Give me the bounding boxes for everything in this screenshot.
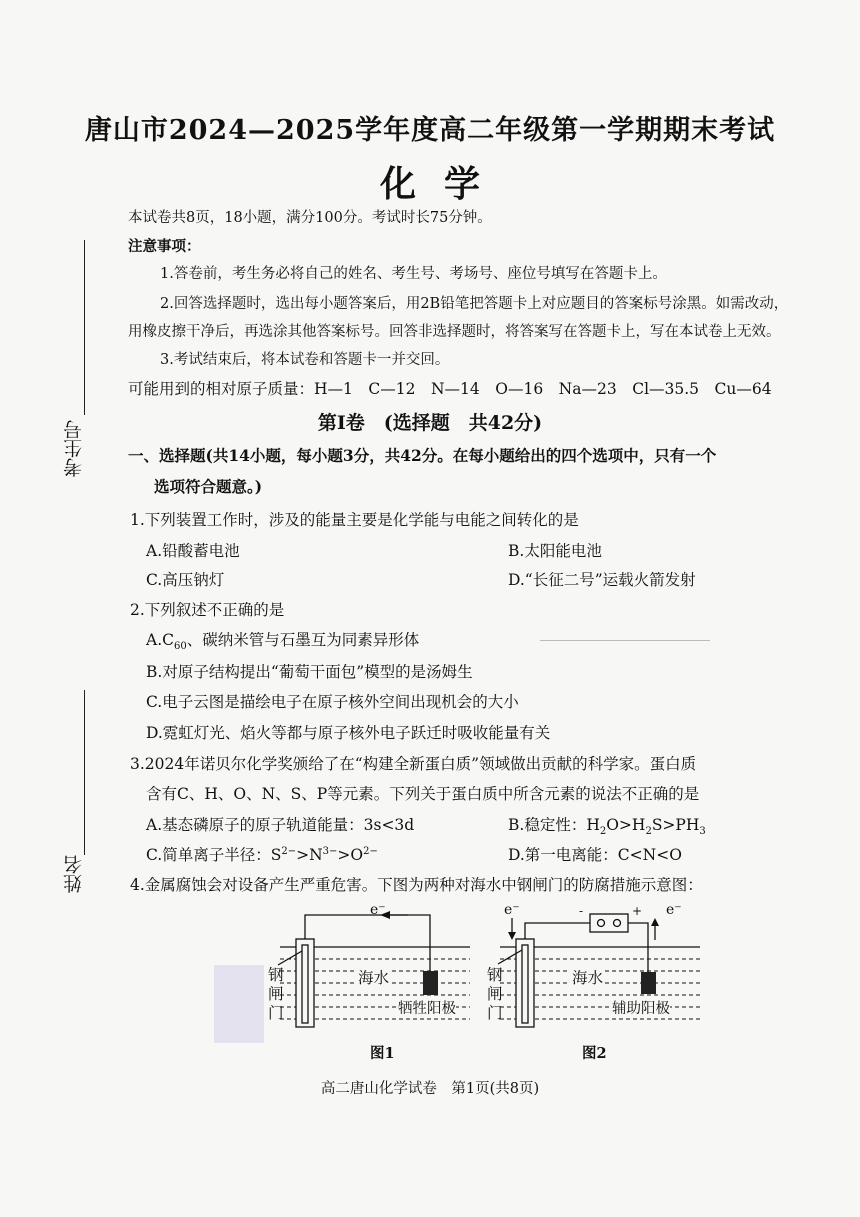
q3-stem-1: 3.2024年诺贝尔化学奖颁给了在“构建全新蛋白质”领域做出贡献的科学家。蛋白质 <box>130 755 697 773</box>
q3-b-mid2: S>PH <box>651 816 700 834</box>
fig1-electron: e⁻ <box>370 902 386 918</box>
section-instruction-1: 一、选择题(共14小题，每小题3分，共42分。在每小题给出的四个选项中，只有一个 <box>128 446 717 465</box>
q1-stem: 1.下列装置工作时，涉及的能量主要是化学能与电能之间转化的是 <box>130 511 579 529</box>
fig2-gate-2: 闸 <box>487 985 503 1003</box>
q3-option-c <box>146 843 378 865</box>
atomic-masses: 可能用到的相对原子质量：H—1 C—12 N—14 O—16 Na—23 Cl—35.5 Cu—64 <box>128 380 772 398</box>
q3-c-mid1: >N <box>296 846 323 864</box>
section-instruction-2: 选项符合题意。) <box>154 477 263 496</box>
q2-option-b: B.对原子结构提出“葡萄干面包”模型的是汤姆生 <box>146 663 473 681</box>
name-label: 姓名 <box>63 855 85 893</box>
exam-number-line <box>84 240 85 415</box>
fig1-anode: 牺牲阳极 <box>398 997 456 1018</box>
fig2-minus: - <box>579 904 584 918</box>
q3-b-prefix: B.稳定性：H <box>508 816 600 834</box>
subject-title: 化学 <box>379 163 508 205</box>
q3-b-sub2: 2 <box>645 826 652 838</box>
fig2-electron-right: e⁻ <box>666 902 682 918</box>
fig2-water: 海水 <box>570 966 605 988</box>
q2-stem: 2.下列叙述不正确的是 <box>130 601 285 619</box>
q2-option-d: D.霓虹灯光、焰火等都与原子核外电子跃迁时吸收能量有关 <box>146 724 551 742</box>
notice-heading: 注意事项： <box>128 238 201 255</box>
q2-a-sub: 60 <box>173 641 187 653</box>
q1-option-c: C.高压钠灯 <box>146 571 225 589</box>
part1-heading: 第Ⅰ卷 (选择题 共42分) <box>317 412 543 434</box>
q3-stem-2: 含有C、H、O、N、S、P等元素。下列关于蛋白质中所含元素的说法不正确的是 <box>146 785 700 803</box>
fig2-electron-left: e⁻ <box>504 902 520 918</box>
q3-c-sup3: 2− <box>363 845 378 857</box>
faint-rule <box>540 640 710 641</box>
exam-intro: 本试卷共8页，18小题，满分100分。考试时长75分钟。 <box>128 210 492 226</box>
q2-option-a <box>146 628 419 652</box>
q3-b-sub3: 3 <box>699 826 706 838</box>
q3-c-sup1: 2− <box>281 845 297 857</box>
q3-option-b <box>508 813 706 837</box>
notice-item-2b: 用橡皮擦干净后，再选涂其他答案标号。回答非选择题时，将答案写在答题卡上，写在本试卷上无效。 <box>128 324 781 340</box>
fig1-water: 海水 <box>356 966 391 988</box>
fig2-caption: 图2 <box>582 1045 607 1062</box>
q3-c-sup2: 3− <box>322 845 338 857</box>
fig2-anode: 辅助阳极 <box>612 997 670 1018</box>
q3-option-a: A.基态磷原子的原子轨道能量：3s<3d <box>146 816 415 834</box>
notice-item-3: 3.考试结束后，将本试卷和答题卡一并交回。 <box>160 352 450 368</box>
scan-smudge <box>214 965 264 1043</box>
fig1-gate-2: 闸 <box>268 985 284 1003</box>
fig2-gate-3: 门 <box>487 1004 503 1022</box>
name-line <box>84 690 85 855</box>
notice-item-2a: 2.回答选择题时，选出每小题答案后，用2B铅笔把答题卡上对应题目的答案标号涂黑。如需改动， <box>160 296 789 312</box>
q3-b-sub1: 2 <box>599 826 607 838</box>
q3-b-mid1: O>H <box>606 816 646 834</box>
fig1-caption: 图1 <box>370 1045 395 1062</box>
q3-c-mid2: >O <box>337 846 364 864</box>
exam-number-label: 考生号 <box>63 420 85 477</box>
fig1-gate-1: 钢 <box>268 966 284 984</box>
page-footer: 高二唐山化学试卷 第1页(共8页) <box>320 1081 540 1097</box>
fig2-plus: + <box>632 904 643 918</box>
q2-a-rest: 、碳纳米管与石墨互为同素异形体 <box>186 631 420 649</box>
q4-stem: 4.金属腐蚀会对设备产生严重危害。下图为两种对海水中钢闸门的防腐措施示意图： <box>130 876 703 894</box>
q1-option-b: B.太阳能电池 <box>508 542 602 560</box>
q3-c-prefix: C.简单离子半径：S <box>146 846 282 864</box>
exam-title: 唐山市2024—2025学年度高二年级第一学期期末考试 <box>84 115 776 146</box>
q1-option-a: A.铅酸蓄电池 <box>146 542 240 560</box>
q2-a-prefix: A.C <box>146 631 174 649</box>
q2-option-c: C.电子云图是描绘电子在原子核外空间出现机会的大小 <box>146 693 519 711</box>
q1-option-d: D.“长征二号”运载火箭发射 <box>508 571 696 589</box>
q3-option-d: D.第一电离能：C<N<O <box>508 846 682 864</box>
fig1-gate-3: 门 <box>268 1004 284 1022</box>
fig2-gate-1: 钢 <box>487 966 503 984</box>
notice-item-1: 1.答卷前，考生务必将自己的姓名、考生号、考场号、座位号填写在答题卡上。 <box>160 266 667 282</box>
